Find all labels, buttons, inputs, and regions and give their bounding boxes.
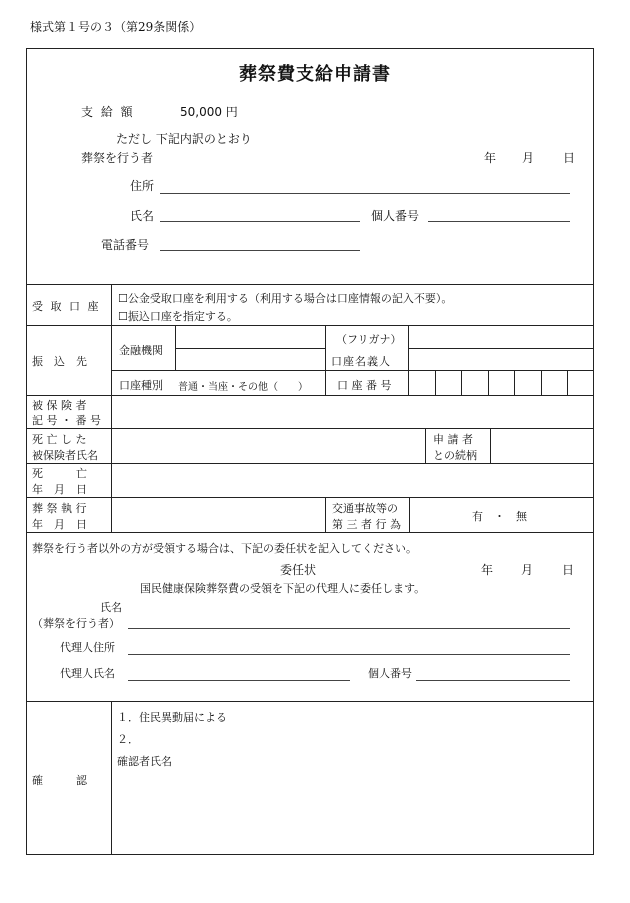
confirmation-item-1: １．住民異動届による (117, 711, 227, 724)
account-type-label: 口座種別 (119, 379, 163, 392)
applicant-date-year: 年 (484, 151, 497, 165)
delegator-name-label: 氏名 (100, 601, 122, 614)
individual-number-field[interactable] (428, 221, 570, 222)
applicant-date-day: 日 (563, 151, 576, 165)
delegation-date-year: 年 (481, 563, 494, 577)
cell-divider (175, 348, 325, 349)
digit-box-divider (514, 370, 515, 395)
confirmation-label: 確 認 (32, 774, 87, 787)
agent-individual-number-label: 個人番号 (368, 667, 412, 680)
agent-individual-number-field[interactable] (416, 680, 570, 681)
amount-value: 50,000 円 (180, 105, 238, 119)
cell-divider (325, 497, 326, 532)
traffic-label-line1: 交通事故等の (332, 502, 398, 515)
amount-label: 支 給 額 (81, 105, 135, 119)
cell-divider (408, 325, 409, 395)
row-divider (26, 532, 594, 533)
account-type-options[interactable]: 普通・当座・その他（ ） (178, 382, 308, 393)
death-date-label-line2: 年 月 日 (32, 483, 87, 496)
relation-label-line1: 申 請 者 (433, 433, 473, 446)
funeral-date-label-line2: 年 月 日 (32, 518, 87, 531)
delegation-title: 委任状 (280, 563, 317, 577)
cell-divider (111, 370, 594, 371)
digit-box-divider (435, 370, 436, 395)
phone-field[interactable] (160, 250, 360, 251)
account-number-label: 口 座 番 号 (337, 379, 392, 392)
digit-box-divider (488, 370, 489, 395)
traffic-label-line2: 第 三 者 行 為 (332, 518, 401, 531)
delegation-date-day: 日 (562, 563, 575, 577)
digit-box-divider (567, 370, 568, 395)
insured-label-line1: 被 保 険 者 (32, 399, 87, 412)
agent-address-field[interactable] (128, 654, 570, 655)
account-holder-label: 口座名義人 (331, 355, 391, 368)
transfer-label: 振 込 先 (32, 355, 87, 368)
transfer-account-option[interactable]: ☐振込口座を指定する。 (118, 310, 238, 323)
cell-divider (325, 325, 326, 395)
delegator-name-sublabel: （葬祭を行う者） (32, 617, 120, 630)
confirmer-name-label: 確認者氏名 (117, 755, 172, 768)
funeral-date-label-line1: 葬 祭 執 行 (32, 502, 87, 515)
applicant-label: 葬祭を行う者 (81, 151, 154, 165)
name-field[interactable] (160, 221, 360, 222)
delegation-date-month: 月 (521, 563, 534, 577)
label-column-divider (111, 701, 112, 855)
death-date-label-line1: 死 亡 (32, 467, 87, 480)
relation-label-line2: との続柄 (433, 449, 477, 462)
bank-label: 金融機関 (119, 344, 163, 357)
delegator-name-field[interactable] (128, 628, 570, 629)
deceased-label-line2: 被保険者氏名 (32, 449, 98, 462)
furigana-label: （フリガナ） (336, 333, 402, 346)
form-number: 様式第１号の３（第29条関係） (30, 20, 202, 34)
page-title: 葬祭費支給申請書 (239, 64, 391, 85)
public-account-option[interactable]: ☐公金受取口座を利用する（利用する場合は口座情報の記入不要）。 (118, 292, 453, 305)
cell-divider (490, 428, 491, 463)
address-label: 住所 (130, 179, 155, 193)
agent-address-label: 代理人住所 (60, 641, 115, 654)
applicant-date-month: 月 (522, 151, 535, 165)
yes-no-option[interactable]: 有 ・ 無 (472, 510, 527, 523)
name-label: 氏名 (130, 209, 155, 223)
phone-label: 電話番号 (101, 238, 150, 252)
cell-divider (408, 348, 594, 349)
digit-box-divider (461, 370, 462, 395)
individual-number-label: 個人番号 (371, 209, 420, 223)
deceased-label-line1: 死 亡 し た (32, 433, 87, 446)
receiving-account-label: 受 取 口 座 (32, 300, 101, 313)
amount-note: ただし 下記内訳のとおり (116, 132, 252, 146)
confirmation-item-2: ２． (117, 733, 139, 746)
delegation-instruction: 葬祭を行う者以外の方が受領する場合は、下記の委任状を記入してください。 (32, 542, 417, 555)
label-column-divider (111, 284, 112, 532)
cell-divider (425, 428, 426, 463)
delegation-statement: 国民健康保険葬祭費の受領を下記の代理人に委任します。 (140, 582, 426, 595)
digit-box-divider (541, 370, 542, 395)
insured-label-line2: 記 号 ・ 番 号 (32, 414, 101, 427)
cell-divider (409, 497, 410, 532)
agent-name-field[interactable] (128, 680, 350, 681)
address-field[interactable] (160, 193, 570, 194)
agent-name-label: 代理人氏名 (60, 667, 115, 680)
